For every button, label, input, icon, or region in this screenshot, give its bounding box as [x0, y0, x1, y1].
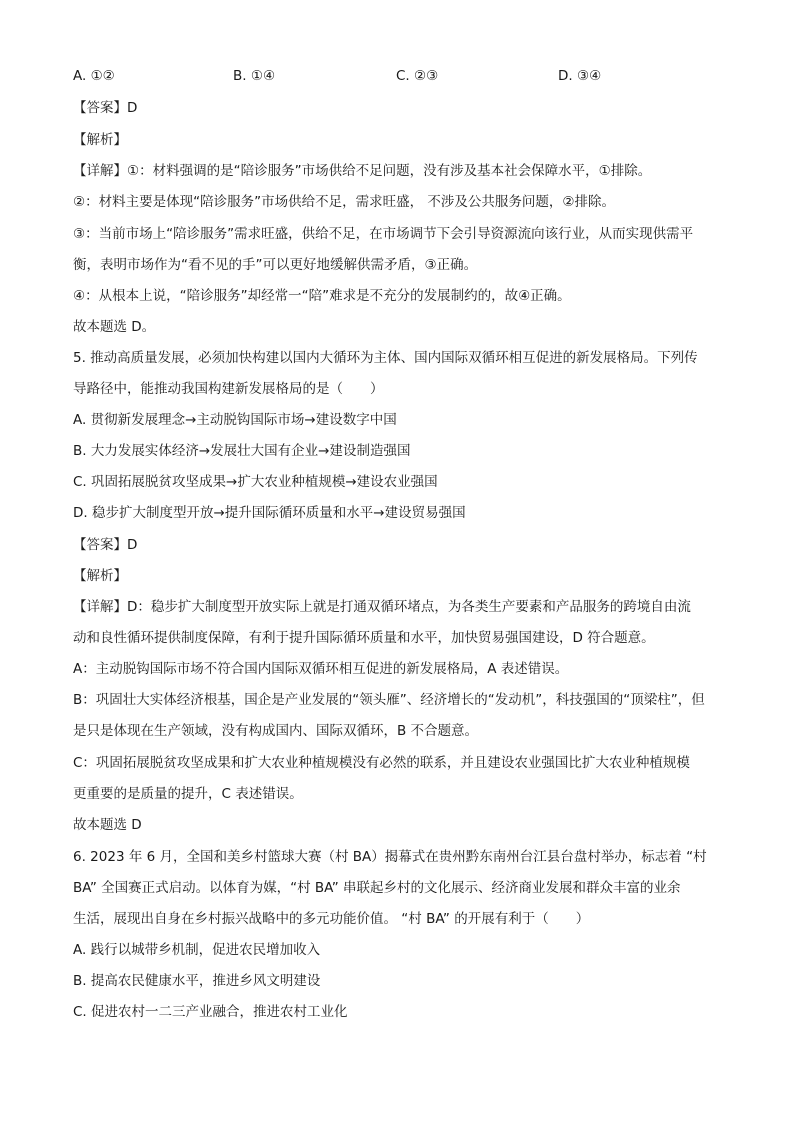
q5-explanation-line: B：巩固壮大实体经济根基，国企是产业发展的“领头雁”、经济增长的“发动机”，科技强国的“顶梁柱”，但 [73, 692, 705, 708]
q5-option-c: C. 巩固拓展脱贫攻坚成果→扩大农业种植规模→建设农业强国 [73, 474, 438, 490]
q6-option-b: B. 提高农民健康水平，推进乡风文明建设 [73, 973, 321, 989]
q4-conclusion: 故本题选 D。 [73, 319, 156, 335]
q5-analysis-heading: 【解析】 [73, 568, 127, 584]
q5-explanation-line: 动和良性循环提供制度保障，有利于提升国际循环质量和水平，加快贸易强国建设，D 符合题意。 [73, 630, 655, 646]
q6-stem-line: 6. 2023 年 6 月，全国和美乡村篮球大赛（村 BA）揭幕式在贵州黔东南州台江县台盘村举办，标志着 “村 [73, 849, 707, 865]
q4-explanation-line: ④：从根本上说，“陪诊服务”却经常一“陪”难求是不充分的发展制约的，故④正确。 [73, 288, 571, 304]
q4-option-d: D. ③④ [558, 68, 602, 84]
q6-option-c: C. 促进农村一二三产业融合，推进农村工业化 [73, 1004, 348, 1020]
q5-answer: 【答案】D [73, 537, 138, 553]
q5-option-b: B. 大力发展实体经济→发展壮大国有企业→建设制造强国 [73, 443, 411, 459]
q5-option-d: D. 稳步扩大制度型开放→提升国际循环质量和水平→建设贸易强国 [73, 505, 466, 521]
q6-stem-line: BA” 全国赛正式启动。以体育为媒，“村 BA” 串联起乡村的文化展示、经济商业发展和群众丰富的业余 [73, 880, 681, 896]
q5-explanation-line: C：巩固拓展脱贫攻坚成果和扩大农业种植规模没有必然的联系，并且建设农业强国比扩大农业种植规模 [73, 755, 690, 771]
q6-stem-line: 生活，展现出自身在乡村振兴战略中的多元功能价值。 “村 BA” 的开展有利于（ ） [73, 911, 590, 927]
q5-stem-line: 5. 推动高质量发展，必须加快构建以国内大循环为主体、国内国际双循环相互促进的新发展格局。下列传 [73, 350, 698, 366]
q4-analysis-heading: 【解析】 [73, 132, 127, 148]
q4-explanation-line: ③：当前市场上“陪诊服务”需求旺盛，供给不足，在市场调节下会引导资源流向该行业，从而实现供需平 [73, 226, 694, 242]
q5-explanation-line: A：主动脱钩国际市场不符合国内国际双循环相互促进的新发展格局，A 表述错误。 [73, 661, 569, 677]
q5-stem-line: 导路径中，能推动我国构建新发展格局的是（ ） [73, 381, 384, 397]
q6-option-a: A. 践行以城带乡机制，促进农民增加收入 [73, 942, 321, 958]
q5-explanation-line: 更重要的是质量的提升，C 表述错误。 [73, 786, 303, 802]
q4-explanation-line: 衡，表明市场作为“看不见的手”可以更好地缓解供需矛盾，③正确。 [73, 257, 478, 273]
q4-option-b: B. ①④ [233, 68, 276, 84]
q5-conclusion: 故本题选 D [73, 817, 142, 833]
q4-option-a: A. ①② [73, 68, 115, 84]
q4-option-c: C. ②③ [396, 68, 439, 84]
q4-explanation-line: 【详解】①：材料强调的是“陪诊服务”市场供给不足问题，没有涉及基本社会保障水平，①排除。 [73, 163, 652, 179]
q5-option-a: A. 贯彻新发展理念→主动脱钩国际市场→建设数字中国 [73, 412, 397, 428]
q4-explanation-line: ②：材料主要是体现“陪诊服务”市场供给不足，需求旺盛， 不涉及公共服务问题，②排除。 [73, 194, 615, 210]
q4-answer: 【答案】D [73, 100, 138, 116]
q5-explanation-line: 是只是体现在生产领域，没有构成国内、国际双循环，B 不合题意。 [73, 723, 479, 739]
q5-explanation-line: 【详解】D：稳步扩大制度型开放实际上就是打通双循环堵点，为各类生产要素和产品服务的跨境自由流 [73, 599, 691, 615]
